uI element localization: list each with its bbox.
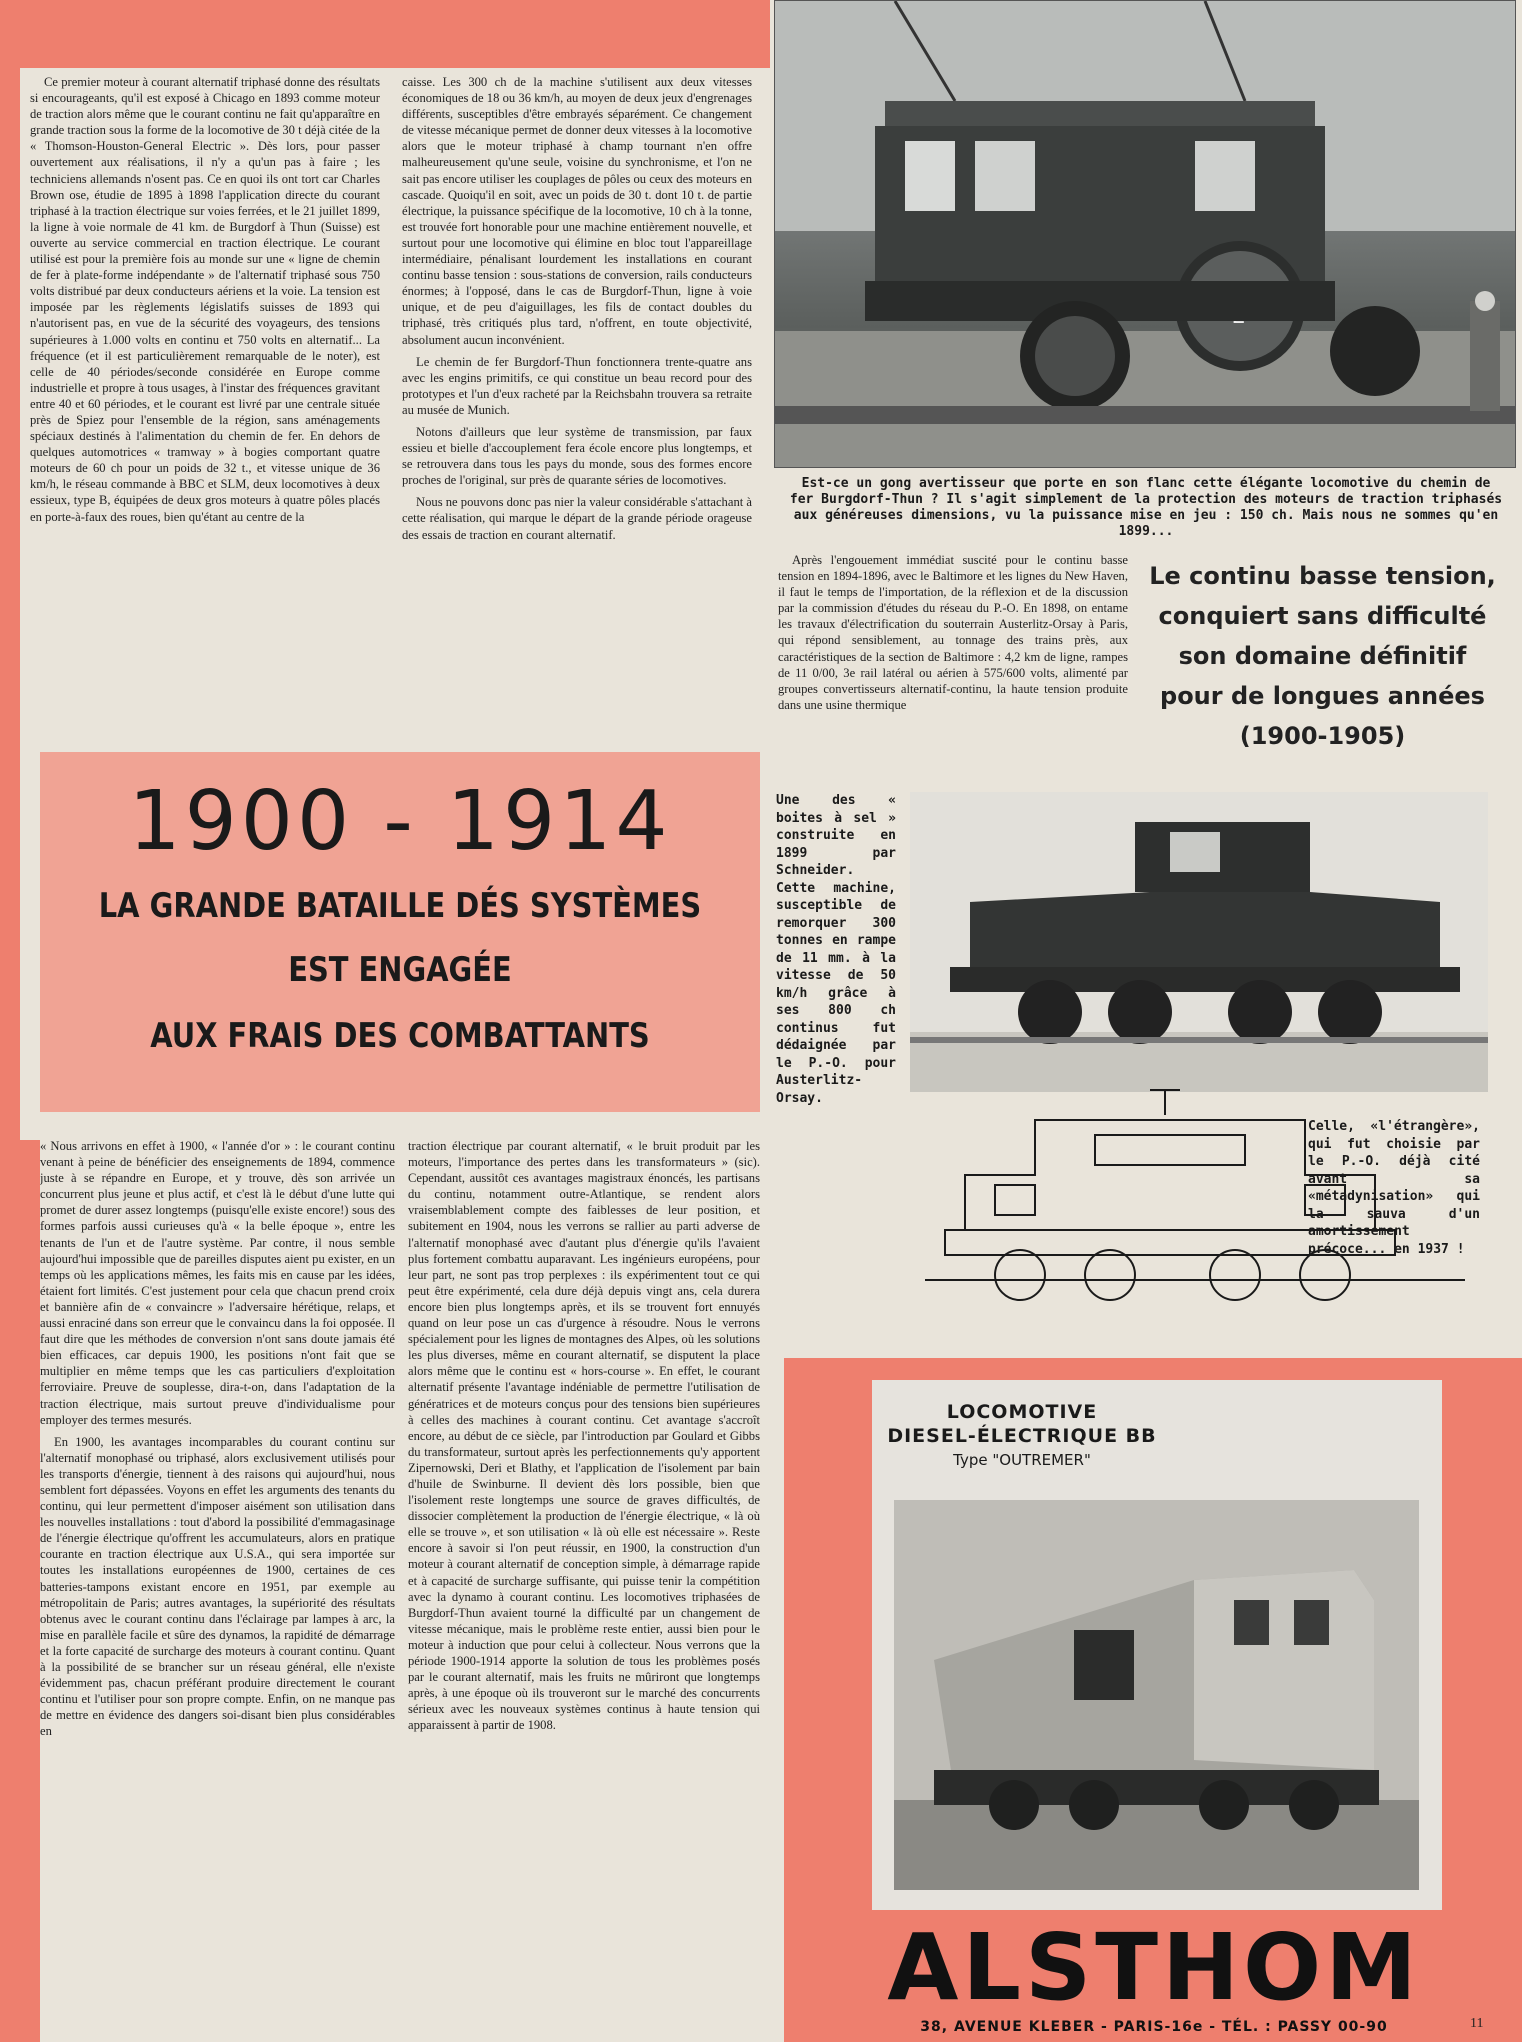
boite-a-sel-illustration: [910, 792, 1488, 1092]
sidebar-heading-line: conquiert sans difficulté: [1158, 602, 1487, 630]
alsthom-logo: ALSTHOM: [887, 1914, 1421, 2021]
locomotive-illustration: [775, 1, 1516, 468]
ad-inner-panel: [872, 1380, 1442, 1910]
sidebar-heading-line: Le continu basse tension,: [1149, 562, 1496, 590]
sidebar-heading: [1135, 556, 1510, 766]
bottom-article-col1-paragraph: En 1900, les avantages incomparables du courant continu sur l'alternatif monophasé ou triphasé, alors exclusivement utilisés pour les transports d'énergie, tiennent à des raisons qui aujourd'hui, nous semblent fort dépassées. Voyons en effet les arguments des tenants du continu, qui leur permettent d'imposer aisément son utilisation dans les nouvelles installations : tout d'abord la possibilité d'emmagasinage de l'énergie électrique qu'offrent les accumulateurs, alors en pratique courante en traction électrique aux U.S.A., qui sera importée sur toutes les installations européennes de 1900, certaines de ces batteries-tampons existant encore en 1951, par exemple au métropolitain de Paris; autres avantages, la supériorité des résultats obtenus avec le courant continu dans l'éclairage par lampes à arc, la mise en parallèle facile et sûre des dynamos, la rapidité de démarrage et la forte capacité de surcharge des moteurs à courant continu. Quant à la possibilité de se brancher sur un réseau général, elle n'existe évidemment pas, chacun préférant produire directement le courant continu et l'utiliser pour son propre compte. Enfin, on ne manque pas de mettre en évidence des dangers soi-disant bien plus considérables en: [40, 1434, 395, 1739]
burgdorf-thun-locomotive-photo: [774, 0, 1516, 468]
ad-title-line-2: DIESEL-ÉLECTRIQUE BB: [887, 1425, 1157, 1447]
boite-a-sel-photo: [910, 792, 1488, 1092]
sidebar-heading-line: pour de longues années: [1160, 682, 1485, 710]
ad-subtitle: Type "OUTREMER": [953, 1451, 1091, 1469]
top-article-col2-paragraph: Le chemin de fer Burgdorf-Thun fonctionnera trente-quatre ans avec les engins primitifs, ce qui constitue un beau record pour des prototypes et l'un d'eux racheté par la Reichsbahn trouvera sa retraite au musée de Munich.: [402, 354, 752, 417]
ad-title-line-1: LOCOMOTIVE: [946, 1401, 1098, 1423]
banner-line-3: AUX FRAIS DES COMBATTANTS: [150, 1016, 650, 1056]
alsthom-address: 38, AVENUE KLEBER - PARIS-16e - TÉL. : PASSY 00-90: [920, 2019, 1388, 2035]
left-red-strip-lower: [0, 1140, 40, 2042]
bottom-article-column-1: [40, 1138, 395, 2028]
top-article-col1-paragraph: Ce premier moteur à courant alternatif triphasé donne des résultats si encourageants, qu'il est exposé à Chicago en 1893 comme moteur de traction alors même que le courant continu ne fait qu'apparaître en grande traction sous la forme de la locomotive de 30 t déjà citée de la « Thomson-Houston-General Electric ». Dès lors, pour passer ouvertement aux réalisations, il n'y a qu'un pas à faire ; les techniciens allemands n'osent pas. Ce en quoi ils ont tort car Charles Brown ose, étudie de 1895 à 1898 l'application directe du courant triphasé à la traction électrique sur voies ferrées, et le 21 juillet 1899, la ligne à voie normale de 41 km. de Burgdorf à Thun (Suisse) est ouverte au service commercial en traction électrique. Le courant utilisé est pour la première fois au monde sur une « ligne de chemin de fer à plate-forme indépendante » de l'alternatif triphasé sous 750 volts distribué par deux conducteurs aériens et la voie. La tension est imposée par les règlements législatifs suisses de 1893 qui n'autorisent pas, en vue de la sécurité des voyageurs, des tensions supérieures à 1.000 volts en continu et 750 volts en alternatif... La fréquence (et il est particulièrement remarquable de le noter), est celle de 40 périodes/seconde considérée en Europe comme industrielle et propre à tous usages, à l'instar des fréquences gravitant entre 40 et 60 périodes, et le courant est livré par une centrale située près de Spiez pour l'ensemble de la région, sans aménagements spéciaux destinés à l'alimentation du chemin de fer. En dehors de quelques automotrices « tramway » à bogies comportant quatre moteurs de 60 ch pour un poids de 32 t., et vitesse unique de 36 km/h, le réseau commande à BBC et SLM, deux locomotives à deux essieux, type B, équipées de deux gros moteurs à quatre pôles placés en porte-à-faux des roues, bien qu'étant au centre de la: [30, 75, 380, 524]
banner-line-1: LA GRANDE BATAILLE DÉS SYSTÈMES: [98, 886, 702, 926]
top-article-column-1: [30, 74, 380, 724]
boite-a-sel-caption: Une des « boites à sel » construite en 1899 par Schneider. Cette machine, susceptible de remorquer 300 tonnes en rampe de 11 mm. à la vitesse de 50 km/h grâce à ses 800 ch continus fut dédaignée par le P.-O. pour Austerlitz-Orsay.: [776, 793, 896, 1106]
bottom-article-col2-paragraph: traction électrique par courant alternatif, « le bruit produit par les moteurs, l'importance des pertes dans les transformateurs » (sic). Cependant, aussitôt ces avantages magistraux énoncés, les partisans du continu, notamment outre-Atlantique, se rendent alors vraisemblablement compte des faiblesses de leur position, et subitement en 1904, nous les verrons se rallier au parti adverse de l'alternatif monophasé avec d'autant plus d'énergie qu'ils l'avaient plus fortement combattu auparavant. Les ingénieurs européens, pour leur part, ne sont pas trop perplexes : ils expérimentent tout ce qui peut être expérimenté, cela dure déjà depuis vingt ans, cela durera encore bien plus longtemps après, et ils se trouvent fort ennuyés quand on leur pose un cas d'urgence à résoudre. Nous le verrons spécialement pour les lignes de montagnes des Alpes, où les solutions les plus diverses, même en courant alternatif, se disputent la place alors même que le continu est « hors-course ». En effet, le courant alternatif présente l'avantage indéniable de permettre l'utilisation de génératrices et de moteurs conçus pour des tensions bien supérieures à celles des machines à courant continu. Cet avantage s'accroît encore, au début de ce siècle, par l'introduction par Goulard et Gibbs du transformateur, surtout après les perfectionnements qu'y apportent Zipernowski, Deri et Blathy, et l'application de l'isolement par bain d'huile de Swinburne. Il devient dès lors possible, bien que l'isolement reste longtemps une source de graves difficultés, de dissocier complètement la production de l'énergie électrique, « là où elle se trouve », et son utilisation « là où elle est nécessaire ». Reste encore à savoir si l'on peut réussir, en 1900, la construction d'un moteur à courant alternatif de conception simple, à démarrage rapide et à capacité de surcharge suffisante, qui puisse tenir la compétition avec la dynamo à courant continu. Les locomotives triphasées de Burgdorf-Thun avaient tourné la difficulté par un changement de vitesse mécanique, mais le problème reste entier, aussi bien pour le moteur à induction que pour celui à collecteur. Nous verrons que la période 1900-1914 apporte la solution de tous les problèmes posés par le courant alternatif, mais les fruits ne mûriront que longtemps après, à une époque où ils trouveront sur le marché des concurrents sérieux avec les nouveaux systèmes continus à haute tension qui apparaissent à partir de 1908.: [408, 1139, 760, 1733]
alsthom-advertisement: [784, 1358, 1522, 2042]
etrangere-caption: Celle, «l'étrangère», qui fut choisie par le P.-O. déjà cité avant sa «métadynisation» qui la sauva d'un amortissement précoce... en 1937 !: [1308, 1119, 1480, 1257]
section-banner: [40, 752, 760, 1112]
top-red-strip: [0, 0, 770, 68]
burgdorf-photo-caption: Est-ce un gong avertisseur que porte en son flanc cette élégante locomotive du chemin de fer Burgdorf-Thun ? Il s'agit simplement de la protection des moteurs de traction triphasés aux généreuses dimensions, vu la puissance mise en jeu : 150 ch. Mais nous ne sommes qu'en 1899...: [789, 476, 1503, 539]
middle-article-column: [778, 552, 1128, 774]
middle-article-paragraph: Après l'engouement immédiat suscité pour le continu basse tension en 1894-1896, avec le Baltimore et les lignes du New Haven, il faut le temps de l'importation, de la réflexion et de la discussion par la commission d'études du réseau du P.-O. En 1898, on entame les travaux d'électrification du souterrain Austerlitz-Orsay à Paris, qui répond sensiblement, au tonnage des trains près, aux caractéristiques de la section de Baltimore : 4,2 km de ligne, rampes de 11 0/00, 3e rail latéral ou aérien à 575/600 volts, alimenté par groupes convertisseurs alternatif-continu, la haute tension produite dans une usine thermique: [778, 553, 1128, 712]
banner-years: 1900 - 1914: [128, 774, 672, 869]
top-article-col2-paragraph: Nous ne pouvons donc pas nier la valeur considérable s'attachant à cette réalisation, qui marque le départ de la grande période orageuse des essais de traction en courant alternatif.: [402, 495, 752, 542]
top-article-col2-paragraph: Notons d'ailleurs que leur système de transmission, par faux essieu et bielle d'accouplement fera école encore plus longtemps, et se retrouvera dans tous les pays du monde, sous des formes encore proches de l'original, sur près de quarante séries de locomotives.: [402, 424, 752, 488]
sidebar-heading-line: son domaine définitif: [1178, 642, 1467, 670]
page-number: 11: [1470, 2016, 1484, 2031]
top-article-col2-paragraph: caisse. Les 300 ch de la machine s'utilisent aux deux vitesses économiques de 18 ou 36 km/h, au moyen de deux jeux d'engrenages différents, susceptibles d'être embrayés séparément. Ce changement de vitesse mécanique permet de donner deux vitesses à la locomotive alors que le moteur triphasé à champ tournant n'en offre malheureusement qu'une seule, voisine du synchronisme, et l'on ne sait pas encore utiliser les couplages de pôles ou ceux des moteurs en cascade. Quoiqu'il en soit, avec un poids de 30 t. dont 10 t. de partie électrique, la puissance spécifique de la locomotive, 10 ch à la tonne, est trouvée fort honorable pour une machine entièrement nouvelle, et surtout pour une locomotive qui élimine en bloc tout l'appareillage intermédiaire, pénalisant lourdement les installations en courant continu basse tension : sous-stations de conversion, rails conducteurs énormes; à l'opposé, dans le cas de Burgdorf-Thun, ligne à voie unique, et de peu d'aiguillages, les fils de contact doubles du triphasé, très critiqués plus tard, n'offrent, en toute objectivité, absolument aucun inconvénient.: [402, 75, 752, 347]
bottom-article-col1-paragraph: « Nous arrivons en effet à 1900, « l'année d'or » : le courant continu venant à peine de bénéficier des enseignements de 1894, commence juste à se répandre en Europe, et y trouve, dès son arrivée un concurrent plus jeune et plus actif, et c'est là le début d'une lutte qui promet de durer assez longtemps (puisqu'elle existe encore!) sous des formes parfois aussi curieuses qu'à « la belle époque », entre les tenants de l'un et de l'autre système. Par contre, il nous semble aujourd'hui impossible que de pareilles disputes aient pu exister, en un temps où les applications mêmes, les faits mis en cause par les idées, étaient fort limités. C'est justement pour cela que chacun prend croix et bannière afin de « convaincre » l'adversaire hérétique, relaps, et aussi enraciné dans son erreur que le convaincu dans la foi opposée. Il faut dire que les méthodes de conversion n'ont sans doute jamais été bien efficaces, car depuis 1900, les positions n'ont fait que se multiplier en même temps que les cas particuliers d'exploitation ferroviaire. Preuve de souplesse, dira-t-on, dans l'adaptation de la traction électrique, mais surtout preuve d'individualisme pour employer des termes mesurés.: [40, 1139, 395, 1427]
outremer-locomotive-photo: [894, 1500, 1419, 1890]
sidebar-heading-line: (1900-1905): [1239, 722, 1406, 750]
bottom-article-column-2: [408, 1138, 760, 2028]
top-article-column-2: [402, 74, 752, 724]
banner-line-2: EST ENGAGÉE: [288, 950, 512, 990]
